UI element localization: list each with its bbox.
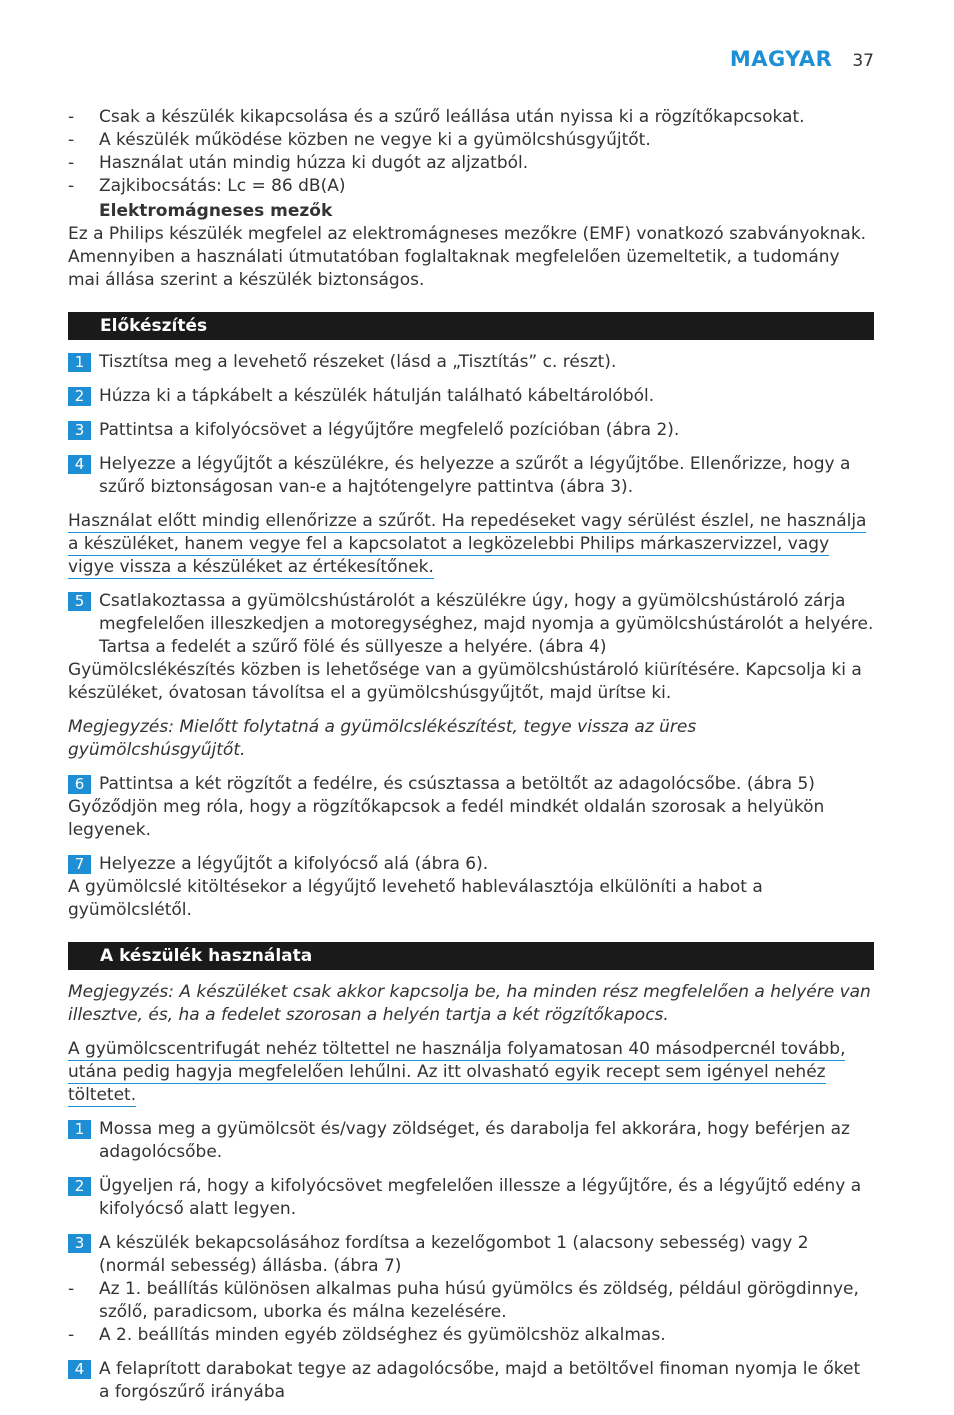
usage-note: Megjegyzés: A készüléket csak akkor kapcsolja be, ha minden rész megfelelően a helyére van illesztve, és, ha a fedelet szorosan a helyén tartja a két rögzítőkapocs. [68, 982, 871, 1025]
prep-step-1 [68, 351, 874, 374]
prep-note: Megjegyzés: Mielőtt folytatná a gyümölcslékészítést, tegye vissza az üres gyümölcshúsgyűjtőt. [68, 717, 697, 760]
page-number: 37 [852, 51, 874, 71]
step-number: 6 [68, 775, 91, 794]
section-title-usage: A készülék használata [68, 942, 874, 970]
step-text: Mossa meg a gyümölcsöt és/vagy zöldséget, és darabolja fel akkorára, hogy beférjen az adagolócsőbe. [99, 1119, 850, 1162]
step-text: Pattintsa a kifolyócsövet a légyűjtőre megfelelő pozícióban (ábra 2). [99, 420, 680, 440]
step-number: 7 [68, 855, 91, 874]
emf-text: Ez a Philips készülék megfelel az elektromágneses mezőkre (EMF) vonatkozó szabványoknak. Amennyiben a használati útmutatóban foglaltaknak megfelelően üzemeltetik, a tudomány mai állása szerint a készülék biztonságos. [68, 224, 867, 290]
step-number: 4 [68, 455, 91, 474]
prep-step-2 [68, 385, 874, 408]
dash-item: - Használat után mindig húzza ki dugót az aljzatból. [68, 152, 874, 175]
step-number: 4 [68, 1360, 91, 1379]
filter-warning [68, 510, 874, 579]
use-step-1 [68, 1118, 874, 1164]
step-6-info: Győződjön meg róla, hogy a rögzítőkapcsok a fedél mindkét oldalán szorosak a helyükön legyenek. [68, 797, 825, 840]
step-number: 2 [68, 1177, 91, 1196]
warning-text: A gyümölcscentrifugát nehéz töltettel ne használja folyamatosan 40 másodpercnél tovább, utána pedig hagyja megfelelően lehűlni. Az itt olvasható egyik recept sem igényel nehéz töltetet. [68, 1039, 846, 1105]
step-text: Tisztítsa meg a levehető részeket (lásd a „Tisztítás” c. részt). [99, 352, 617, 372]
language-label: MAGYAR [729, 47, 833, 71]
dash-item: - Csak a készülék kikapcsolása és a szűrő leállása után nyissa ki a rögzítőkapcsokat. [68, 106, 874, 129]
step-5-info: Gyümölcslékészítés közben is lehetősége van a gyümölcshústároló kiürítésére. Kapcsolja ki a készüléket, óvatosan távolítsa el a gyümölcshúsgyűjtőt, majd ürítse ki. [68, 660, 862, 703]
safety-dash-list [68, 106, 874, 198]
step-text: Ügyeljen rá, hogy a kifolyócsövet megfelelően illessze a légyűjtőre, és a légyűjtő edény a kifolyócső alatt legyen. [99, 1176, 862, 1219]
prep-step-3 [68, 419, 874, 442]
speed-dash-list [68, 1278, 874, 1347]
step-number: 1 [68, 1120, 91, 1139]
section-title-preparation: Előkészítés [68, 312, 874, 340]
step-text: A felaprított darabokat tegye az adagolócsőbe, majd a betöltővel finoman nyomja le őket a forgószűrő irányába [99, 1359, 861, 1402]
dash-item: - Zajkibocsátás: Lc = 86 dB(A) [68, 175, 874, 198]
prep-step-7 [68, 853, 874, 876]
step-7-info: A gyümölcslé kitöltésekor a légyűjtő levehető hableválasztója elkülöníti a habot a gyümölcslétől. [68, 877, 763, 920]
step-text: Csatlakoztassa a gyümölcshústárolót a készülékre úgy, hogy a gyümölcshústároló zárja megfelelően illeszkedjen a motoregységhez, majd nyomja a gyümölcshústárolót a helyére. Tartsa a fedelét a szűrő fölé és süllyesze a helyére. (ábra 4) [99, 591, 874, 657]
use-step-2 [68, 1175, 874, 1221]
dash-item: - Az 1. beállítás különösen alkalmas puha húsú gyümölcs és zöldség, például görögdinnye, szőlő, paradicsom, uborka és málna kezelésére. [68, 1278, 874, 1324]
emf-heading: Elektromágneses mezők [99, 201, 333, 221]
use-step-4 [68, 1358, 874, 1404]
step-text: Helyezze a légyűjtőt a készülékre, és helyezze a szűrőt a légyűjtőbe. Ellenőrizze, hogy a szűrő biztonságosan van-e a hajtótengelyre pattintva (ábra 3). [99, 454, 851, 497]
page-header [730, 47, 874, 71]
prep-step-6 [68, 773, 874, 796]
load-warning [68, 1038, 874, 1107]
dash-item: - A készülék működése közben ne vegye ki a gyümölcshúsgyűjtőt. [68, 129, 874, 152]
step-number: 1 [68, 353, 91, 372]
prep-step-5 [68, 590, 874, 659]
use-step-3 [68, 1232, 874, 1278]
step-number: 5 [68, 592, 91, 611]
step-text: Húzza ki a tápkábelt a készülék hátulján található kábeltárolóból. [99, 386, 655, 406]
step-number: 2 [68, 387, 91, 406]
step-text: A készülék bekapcsolásához fordítsa a kezelőgombot 1 (alacsony sebesség) vagy 2 (normál sebesség) állásba. (ábra 7) [99, 1233, 809, 1276]
step-text: Helyezze a légyűjtőt a kifolyócső alá (ábra 6). [99, 854, 489, 874]
dash-item: - A 2. beállítás minden egyéb zöldséghez és gyümölcshöz alkalmas. [68, 1324, 874, 1347]
step-number: 3 [68, 1234, 91, 1253]
prep-step-4 [68, 453, 874, 499]
warning-text: Használat előtt mindig ellenőrizze a szűrőt. Ha repedéseket vagy sérülést észlel, ne használja a készüléket, hanem vegye fel a kapcsolatot a legközelebbi Philips márkaszervizzel, vagy vigye vissza a készüléket az értékesítőnek. [68, 511, 867, 577]
step-number: 3 [68, 421, 91, 440]
step-text: Pattintsa a két rögzítőt a fedélre, és csúsztassa a betöltőt az adagolócsőbe. (ábra 5) [99, 774, 815, 794]
page-content [68, 106, 874, 1415]
